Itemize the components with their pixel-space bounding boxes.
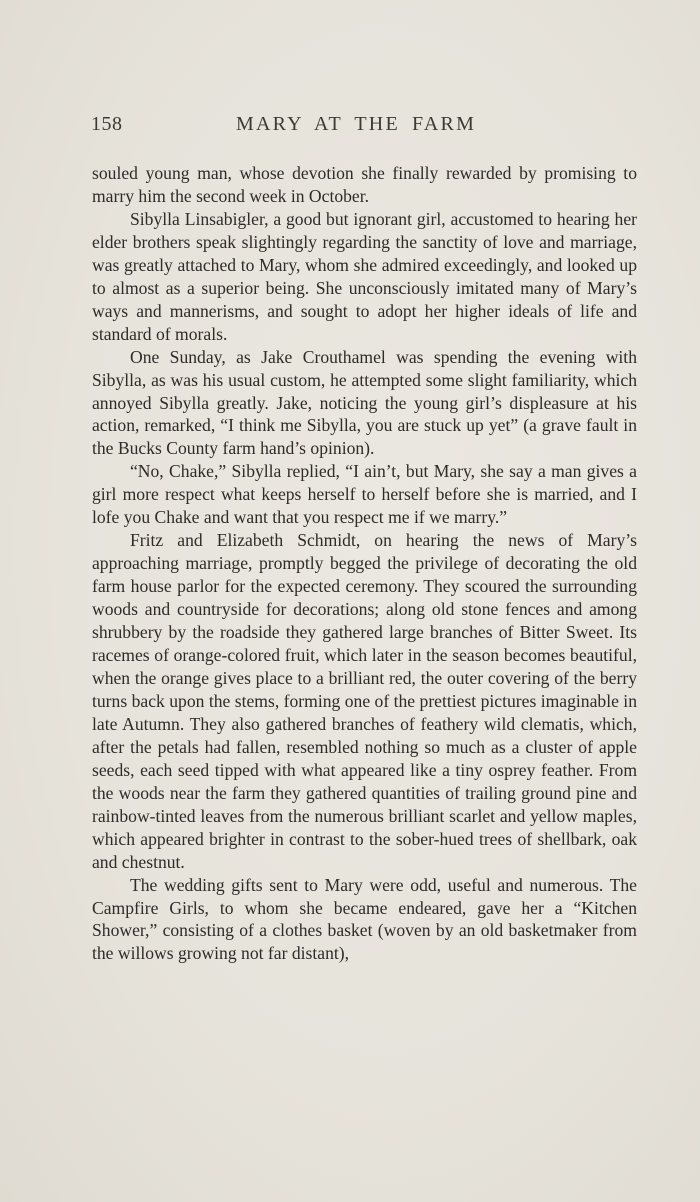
page-number: 158 [91,113,123,135]
paragraph-reply: “No, Chake,” Sibylla replied, “I ain’t, but Mary, she say a man gives a girl more respect what keeps herself to herself before she is married, and I lofe you Chake and want that you respect me if we marry.” [92,461,637,528]
paragraph-wedding-gifts: The wedding gifts sent to Mary were odd, useful and numerous. The Campfire Girls, to whom she became endeared, gave her a “Kitchen Shower,” consisting of a clothes basket (woven by an old basketmaker from the willows growing not far distant), [92,874,637,964]
paragraph-sunday: One Sunday, as Jake Crouthamel was spending the evening with Sibylla, as was his usual custom, he attempted some slight familiarity, which annoyed Sibylla greatly. Jake, noticing the young girl’s displeasure at his action, remarked, “I think me Sibylla, you are stuck up yet” (a grave fault in the Bucks County farm hand’s opinion). [92,346,637,459]
paragraph-decorations: Fritz and Elizabeth Schmidt, on hearing the news of Mary’s approaching marriage, promptly begged the privilege of decorating the old farm house parlor for the expected ceremony. They scoured the surrounding woods and countryside for decorations; along old stone fences and among shrubbery by the roadside they gathered large branches of Bitter Sweet. Its racemes of orange-colored fruit, which later in the season becomes beautiful, when the orange gives place to a brilliant red, the outer covering of the berry turns back upon the stems, forming one of the prettiest pictures imaginable in late Autumn. They also gathered branches of feathery wild clematis, which, after the petals had fallen, resembled nothing so much as a cluster of apple seeds, each seed tipped with what appeared like a tiny osprey feather. From the woods near the farm they gathered quantities of trailing ground pine and rainbow-tinted leaves from the numerous brilliant scarlet and yellow maples, which appeared brighter in contrast to the sober-hued trees of shellbark, oak and chestnut. [92,530,637,872]
body-text [92,162,637,965]
running-head [91,113,636,141]
paragraph-sibylla: Sibylla Linsabigler, a good but ignorant girl, accustomed to hearing her elder brothers speak slightingly regarding the sanctity of love and marriage, was greatly attached to Mary, whom she admired exceedingly, and looked up to almost as a superior being. She unconsciously imitated many of Mary’s ways and mannerisms, and sought to adopt her higher ideals of life and standard of morals. [92,208,637,344]
running-title: MARY AT THE FARM [236,113,477,135]
paragraph-continued: souled young man, whose devotion she finally rewarded by promising to marry him the second week in October. [92,163,637,206]
